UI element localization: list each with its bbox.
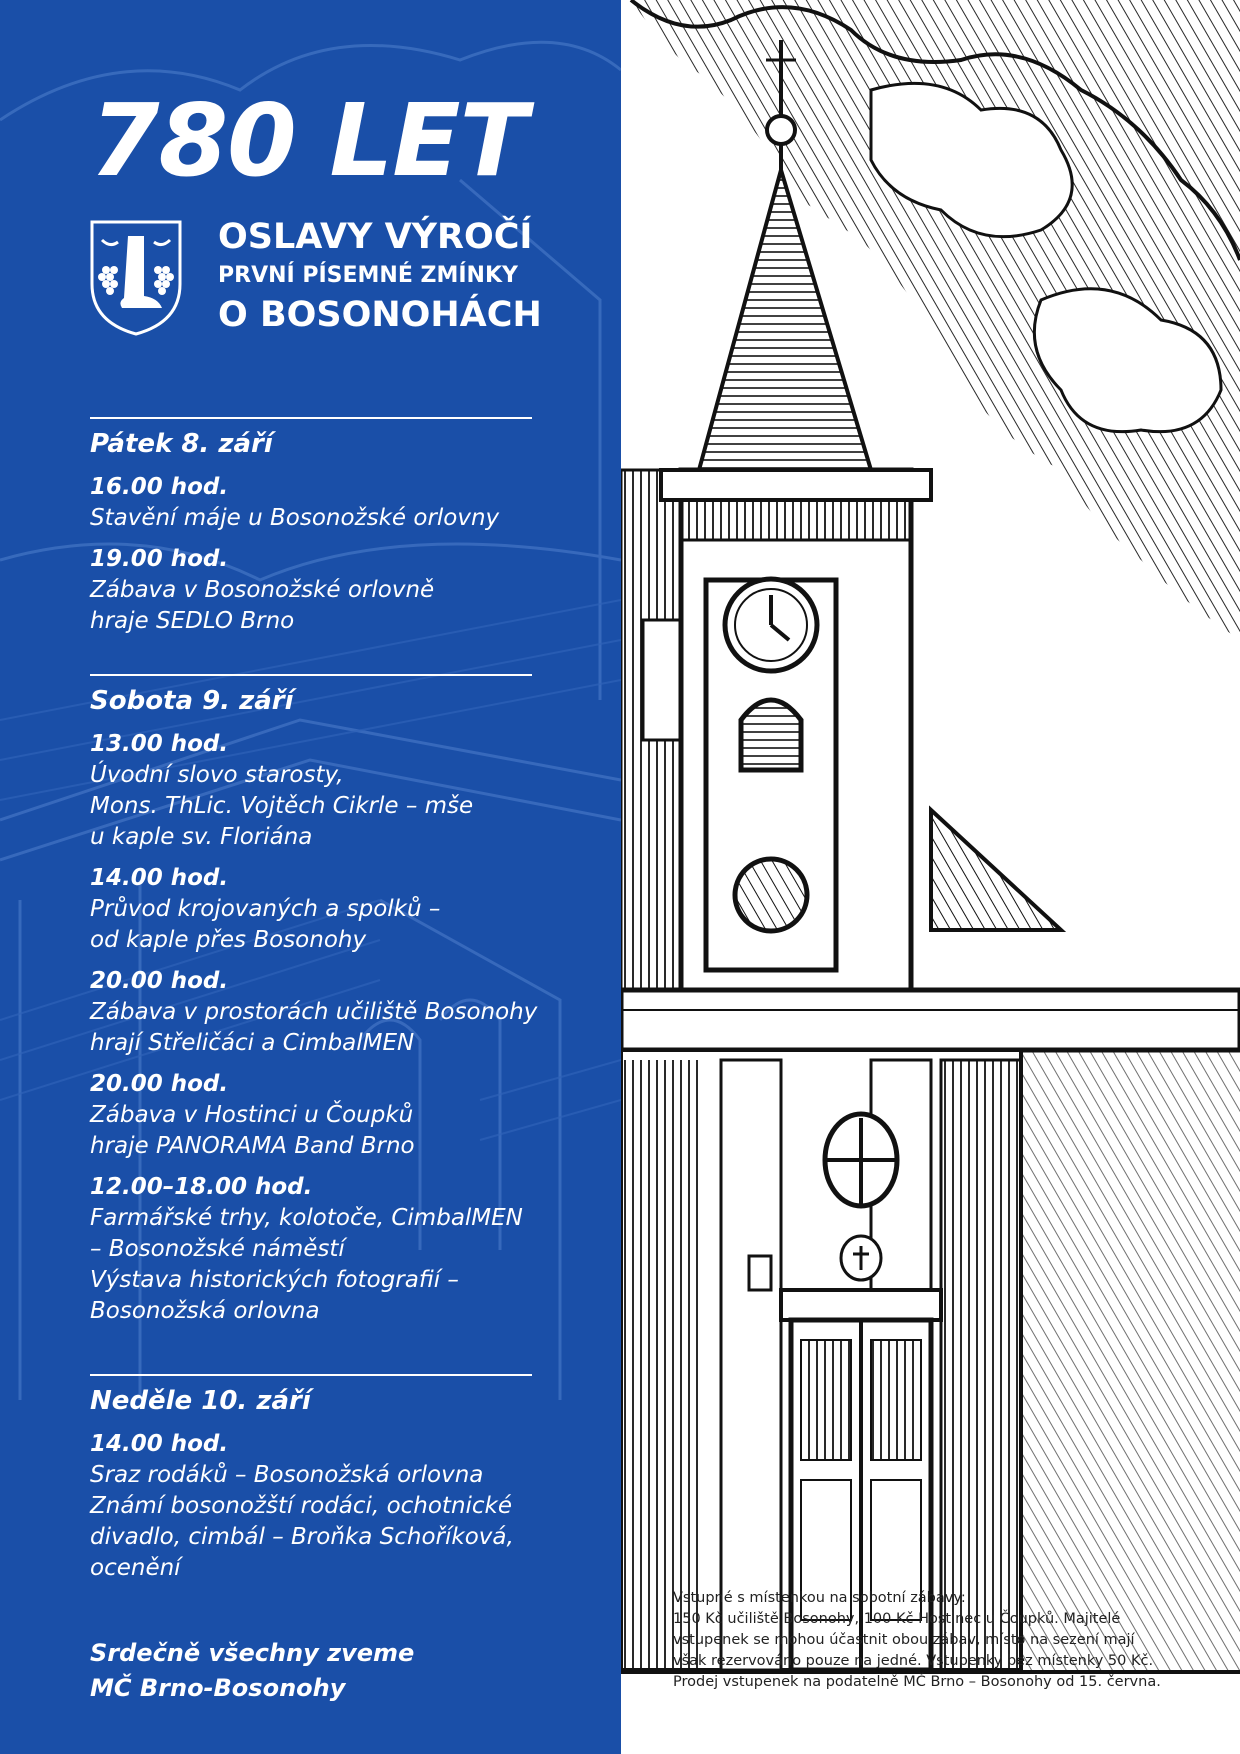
event-line: Úvodní slovo starosty,: [90, 762, 344, 788]
event-time: 12.00–18.00 hod.: [90, 1174, 313, 1200]
subtitle-line-3: O BOSONOHÁCH: [218, 295, 542, 335]
day-heading: Sobota 9. září: [90, 686, 294, 716]
note-line: Prodej vstupenek na podatelně MČ Brno – Bosonohy od 15. června.: [673, 1674, 1161, 1690]
church-tower-illustration: [621, 0, 1240, 1754]
divider-saturday: [90, 674, 532, 676]
church-illustration-panel: [621, 0, 1240, 1754]
divider-sunday: [90, 1374, 532, 1376]
event-time: 20.00 hod.: [90, 1071, 229, 1097]
day-saturday: [90, 683, 550, 1327]
event-line: Průvod krojovaných a spolků –: [90, 896, 441, 922]
event-time: 13.00 hod.: [90, 731, 229, 757]
day-sunday: [90, 1383, 550, 1584]
closing-line-1: Srdečně všechny zveme: [90, 1639, 415, 1667]
day-heading: Pátek 8. září: [90, 429, 273, 459]
closing-line-2: MČ Brno-Bosonohy: [90, 1674, 346, 1702]
ticket-info-note: [673, 1588, 1213, 1693]
event-line: Známí bosonožští rodáci, ochotnické: [90, 1493, 513, 1519]
event-time: 14.00 hod.: [90, 865, 229, 891]
subtitle-line-2: PRVNÍ PÍSEMNÉ ZMÍNKY: [218, 263, 518, 288]
main-title: 780 LET: [90, 82, 527, 199]
event-time: 19.00 hod.: [90, 546, 229, 572]
event-line: Bosonožská orlovna: [90, 1298, 320, 1324]
subtitle-line-1: OSLAVY VÝROČÍ: [218, 217, 533, 257]
bosonohy-coat-of-arms-icon: [88, 218, 184, 338]
event-time: 14.00 hod.: [90, 1431, 229, 1457]
event-line: divadlo, cimbál – Broňka Schoříková,: [90, 1524, 514, 1550]
closing-invitation: [90, 1636, 414, 1706]
event-line: Farmářské trhy, kolotoče, CimbalMEN: [90, 1205, 523, 1231]
event-line: ocenění: [90, 1555, 181, 1581]
note-line: Vstupné s místenkou na sobotní zábavy:: [673, 1590, 966, 1606]
event-line: u kaple sv. Floriána: [90, 824, 313, 850]
event-line: Zábava v Hostinci u Čoupků: [90, 1102, 414, 1128]
event-line: hraje PANORAMA Band Brno: [90, 1133, 415, 1159]
event-line: Výstava historických fotografií –: [90, 1267, 459, 1293]
event-line: hrají Střeličáci a CimbalMEN: [90, 1030, 415, 1056]
event-time: 20.00 hod.: [90, 968, 229, 994]
event-line: od kaple přes Bosonohy: [90, 927, 367, 953]
divider-friday: [90, 417, 532, 419]
day-heading: Neděle 10. září: [90, 1386, 311, 1416]
note-line: však rezervováno pouze na jedné. Vstupenky bez místenky 50 Kč.: [673, 1653, 1154, 1669]
note-line: vstupenek se mohou účastnit obou zábav, místo na sezení mají: [673, 1632, 1135, 1648]
event-line: – Bosonožské náměstí: [90, 1236, 345, 1262]
note-line: 150 Kč učiliště Bosonohy, 100 Kč Hostinec u Čoupků. Majitelé: [673, 1611, 1121, 1627]
event-line: Zábava v prostorách učiliště Bosonohy: [90, 999, 538, 1025]
day-friday: [90, 426, 550, 637]
event-line: Sraz rodáků – Bosonožská orlovna: [90, 1462, 484, 1488]
event-line: hraje SEDLO Brno: [90, 608, 295, 634]
event-time: 16.00 hod.: [90, 474, 229, 500]
event-line: Mons. ThLic. Vojtěch Cikrle – mše: [90, 793, 474, 819]
event-line: Stavění máje u Bosonožské orlovny: [90, 505, 500, 531]
event-line: Zábava v Bosonožské orlovně: [90, 577, 435, 603]
event-subtitle: [218, 215, 542, 337]
